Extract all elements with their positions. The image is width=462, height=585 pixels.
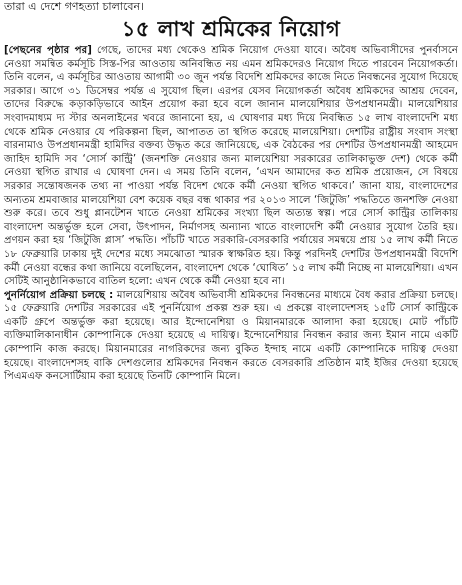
continued-label: [পেছনের পৃষ্ঠার পর] (4, 45, 92, 56)
previous-article-tail: তারা এ দেশে গণহত্যা চালাবেন। (4, 0, 145, 13)
section-heading: পুনর্নিয়োগ প্রক্রিয়া চলছে : (4, 289, 114, 301)
paragraph-1 (4, 44, 458, 289)
headline: ১৫ লাখ শ্রমিকের নিয়োগ (121, 17, 341, 41)
paragraph-2-text: মালয়েশিয়ায় অবৈধ অভিবাসী শ্রমিকদের নিবন্ধনের মাধ্যমে বৈধ করার প্রক্রিয়া চলছে। ১৫ ফেব্রুয়ারি দেশটির সরকারের এই পুনর্নিয়োগ প্রকল্প শুরু হয়। এ প্রকল্পে বাংলাদেশসহ ১৫টি সোর্স কান্ট্রিকে একটি গ্রুপে অন্তর্ভুক্ত করা হয়েছে। আর ইন্দোনেশিয়া ও মিয়ানমারকে আলাদা করা হয়েছে। মোট পাঁচটি ব্যক্তিমালিকানাধীন কোম্পানিকে দেওয়া হয়েছে এ দায়িত্ব। ইন্দোনেশিয়ার নিবন্ধন করার জন্য ইমান নামে একটি কোম্পানি কাজ করছে। মিয়ানমারের নাগরিকদের জন্য বুকিত ইন্দাহ নামে একটি কোম্পানিকে দায়িত্ব দেওয়া হয়েছে। বাংলাদেশসহ বাকি দেশগুলোর শ্রমিকদের নিবন্ধন করতে বেসরকারি প্রতিষ্ঠান মাই ইজির দেওয়া হয়েছে পিএমএফ কনসোর্টিয়াম করা হয়েছে তিনটি কোম্পানি মিলে। (4, 289, 459, 383)
article-body (4, 44, 458, 384)
paragraph-1-text: গেছে, তাদের মধ্য থেকেও শ্রমিক নিয়োগ দেওয়া যাবে। অবৈধ অভিবাসীদের পুনর্বাসনে নেওয়া সমন্বিত কর্মসূচি সিস্ত-পির আওতায় অনিবন্ধিত নয় এমন শ্রমিকদেরও নিয়োগ দিতে পারবেন নিয়োগকর্তা। তিনি বলেন, এ কর্মসূচির আওতায় আগামী ৩০ জুন পর্যন্ত বিদেশি শ্রমিকদের কাজে নিতে নিবন্ধনের সুযোগ দিয়েছে সরকার। আগে ৩১ ডিসেম্বর পর্যন্ত এ সুযোগ ছিল। এরপর যেসব নিয়োগকর্তা অবৈধ শ্রমিকদের আশ্রয় দেবেন, তাদের বিরুদ্ধে কড়াকড়িভাবে আইন প্রয়োগ করা হবে বলে জানান মালয়েশিয়ার উপপ্রধানমন্ত্রী। মালয়েশিয়ার সংবাদমাধ্যম দ্য স্টার অনলাইনের খবরে জানানো হয়, এ ঘোষণার মধ্য দিয়ে নিবন্ধিত ১৫ লাখ বাংলাদেশি মধ্য থেকে শ্রমিক নেওয়ার যে পরিকল্পনা ছিল, আপাতত তা স্থগিত করেছে মালয়েশিয়া। দেশটির রাষ্ট্রীয় সংবাদ সংস্থা বারনামাও উপপ্রধানমন্ত্রী হামিদির বক্তব্য উদ্ধৃত করে জানিয়েছে, এক বৈঠকের পর দেশটির উপপ্রধানমন্ত্রী আহমেদ জাহিদ হামিদি সব ‘সোর্স কান্ট্রি’ (জনশক্তি নেওয়ার জন্য মালয়েশিয়া সরকারের তালিকাভুক্ত দেশ) থেকে কর্মী নেওয়া স্থগিত রাখার এ ঘোষণা দেন। এ সময় তিনি বলেন, ‘এখন আমাদের কত শ্রমিক প্রয়োজন, সে বিষয়ে সরকার সন্তোষজনক তথ্য না পাওয়া পর্যন্ত বিদেশ থেকে কর্মী নেওয়া স্থগিত থাকবে।’ জানা যায়, বাংলাদেশের অন্যতম শ্রমবাজার মালয়েশিয়া বেশ কয়েক বছর বন্ধ থাকার পর ২০১৩ সালে ‘জিটুজি’ পদ্ধতিতে জনশক্তি নেওয়া শুরু করে। তবে শুধু প্লানটেশন খাতে নেওয়া শ্রমিকের সংখ্যা ছিল অত্যন্ত স্বল্প। পরে সোর্স কান্ট্রির তালিকায় বাংলাদেশ অন্তর্ভুক্ত হলে সেবা, উৎপাদন, নির্মাণসহ অন্যান্য খাতে বাংলাদেশি কর্মী নেওয়ার সুযোগ তৈরি হয়। প্রণয়ন করা হয় ‘জিটুজি প্লাস’ পদ্ধতি। পাঁচটি খাতে সরকারি-বেসরকারি পর্যায়ের সমন্বয়ে প্রায় ১৫ লাখ কর্মী নিতে ১৮ ফেব্রুয়ারি ঢাকায় দুই দেশের মধ্যে সমঝোতা স্মারক স্বাক্ষরিত হয়। কিন্তু পরদিনই দেশটির উপপ্রধানমন্ত্রী বিদেশি কর্মী নেওয়া বন্ধের কথা জানিয়ে বলেছিলেন, বাংলাদেশ থেকে ‘ঘোষিত’ ১৫ লাখ কর্মী নিচ্ছে না মালয়েশিয়া। এখন সেটিই আনুষ্ঠানিকভাবে বাতিল হলো: এখন থেকে কর্মী নেওয়া হবে না। (4, 45, 458, 288)
paragraph-2 (4, 289, 458, 384)
